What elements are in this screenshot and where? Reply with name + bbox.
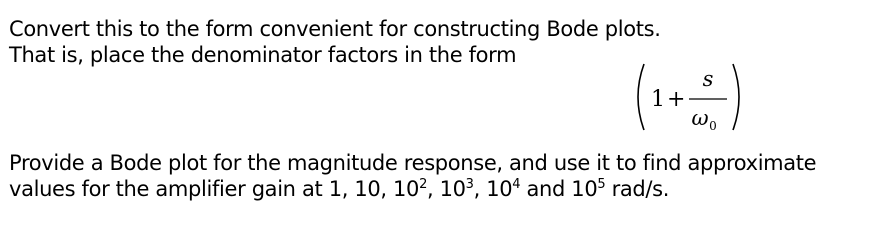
formula-one: 1 [651,87,665,112]
formula-plus: + [667,87,686,112]
bode-factor-formula [634,60,744,134]
task-line-1: Provide a Bode plot for the magnitude response, and use it to find approximate [9,151,817,175]
separator-3: , 10 [473,177,513,201]
task-paragraph [9,150,816,202]
right-parenthesis [733,64,739,130]
formula-graphic [634,60,744,134]
formula-numerator: s [702,67,714,91]
intro-line-2: That is, place the denominator factors in the form [9,43,517,67]
exponent-5: 5 [597,177,606,192]
task-line-2 [9,176,816,202]
left-parenthesis [638,64,644,130]
exponent-4: 4 [512,177,521,192]
intro-line-1: Convert this to the form convenient for constructing Bode plots. [9,17,661,41]
formula-denominator-subscript: 0 [709,119,717,133]
task-line-2-suffix: rad/s. [605,177,670,201]
exponent-3: 3 [465,177,474,192]
intro-paragraph [9,16,661,68]
separator-4: and 10 [520,177,598,201]
exponent-2: 2 [419,177,427,192]
task-line-2-prefix: values for the amplifier gain at 1, 10, 10 [9,177,420,201]
formula-denominator: ω [691,106,709,130]
separator-2: , 10 [426,177,466,201]
